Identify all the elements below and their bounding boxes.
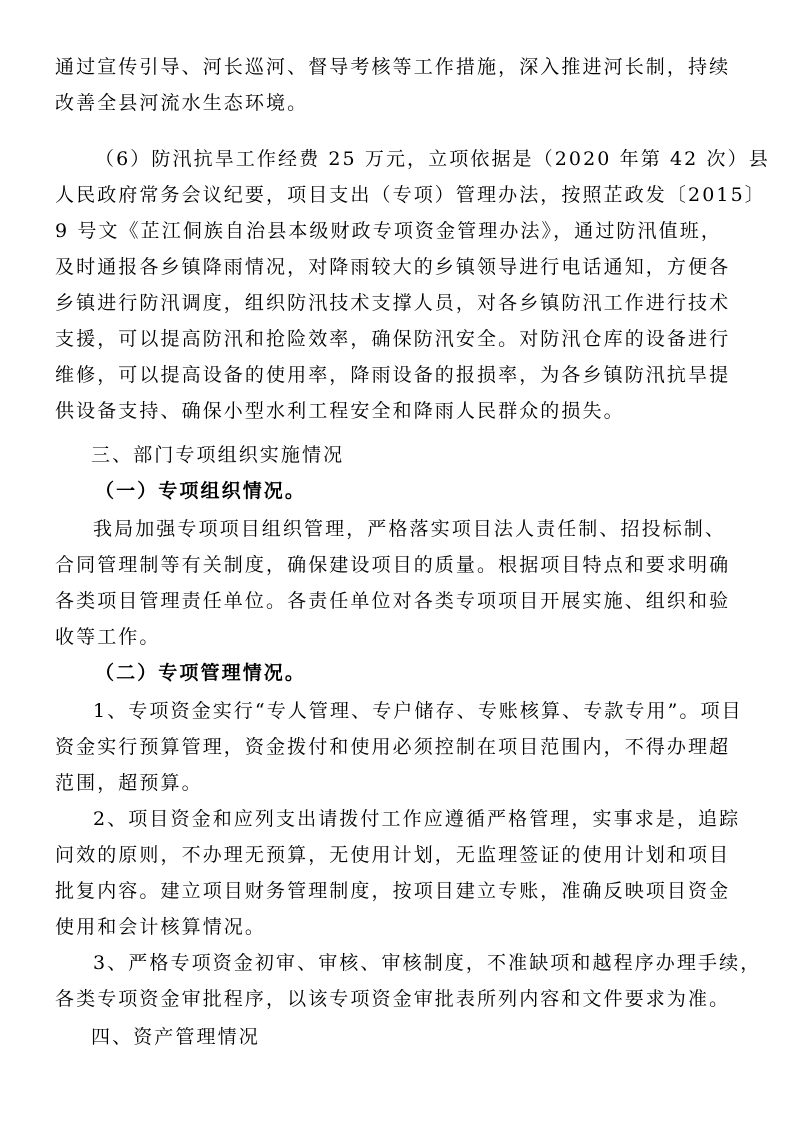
paragraph-line: 供设备支持、确保小型水利工程安全和降雨人民群众的损失。 — [55, 400, 625, 422]
paragraph-line: 各类项目管理责任单位。各责任单位对各类专项项目开展实施、组织和验 — [55, 590, 731, 612]
subsection-heading: （一）专项组织情况。 — [95, 480, 307, 502]
subsection-heading: （二）专项管理情况。 — [95, 662, 307, 684]
paragraph-line: 维修，可以提高设备的使用率，降雨设备的报损率，为各乡镇防汛抗旱提 — [55, 364, 731, 386]
paragraph-line: 9 号文《芷江侗族自治县本级财政专项资金管理办法》，通过防汛值班， — [55, 220, 722, 242]
paragraph-line: 收等工作。 — [55, 626, 161, 648]
paragraph-line: 合同管理制等有关制度，确保建设项目的质量。根据项目特点和要求明确 — [55, 554, 731, 576]
paragraph-line: 改善全县河流水生态环境。 — [55, 92, 309, 114]
paragraph-line: 乡镇进行防汛调度，组织防汛技术支撑人员，对各乡镇防汛工作进行技术 — [55, 292, 731, 314]
paragraph-line: （6）防汛抗旱工作经费 25 万元，立项依据是（2020 年第 42 次）县 — [95, 148, 770, 170]
paragraph-line: 及时通报各乡镇降雨情况，对降雨较大的乡镇领导进行电话通知，方便各 — [55, 256, 731, 278]
paragraph-line: 问效的原则，不办理无预算，无使用计划，无监理签证的使用计划和项目 — [55, 844, 731, 866]
paragraph-line: 使用和会计核算情况。 — [55, 916, 267, 938]
paragraph-line: 2、项目资金和应列支出请拨付工作应遵循严格管理，实事求是，追踪 — [93, 808, 741, 830]
paragraph-line: 1、专项资金实行“专人管理、专户储存、专账核算、专款专用”。项目 — [93, 700, 743, 722]
paragraph-line: 我局加强专项项目组织管理，严格落实项目法人责任制、招投标制、 — [93, 518, 727, 540]
section-heading: 三、部门专项组织实施情况 — [91, 444, 345, 466]
section-heading: 四、资产管理情况 — [91, 1026, 260, 1048]
paragraph-line: 范围，超预算。 — [55, 772, 203, 794]
paragraph-line: 各类专项资金审批程序，以该专项资金审批表所列内容和文件要求为准。 — [55, 988, 731, 1010]
paragraph-line: 资金实行预算管理，资金拨付和使用必须控制在项目范围内，不得办理超 — [55, 736, 731, 758]
paragraph-line: 人民政府常务会议纪要，项目支出（专项）管理办法，按照芷政发〔2015〕 — [55, 184, 766, 206]
paragraph-line: 支援，可以提高防汛和抢险效率，确保防汛安全。对防汛仓库的设备进行 — [55, 328, 731, 350]
paragraph-line: 通过宣传引导、河长巡河、督导考核等工作措施，深入推进河长制，持续 — [55, 56, 731, 78]
paragraph-line: 批复内容。建立项目财务管理制度，按项目建立专账，准确反映项目资金 — [55, 880, 731, 902]
paragraph-line: 3、严格专项资金初审、审核、审核制度，不准缺项和越程序办理手续， — [93, 952, 762, 974]
